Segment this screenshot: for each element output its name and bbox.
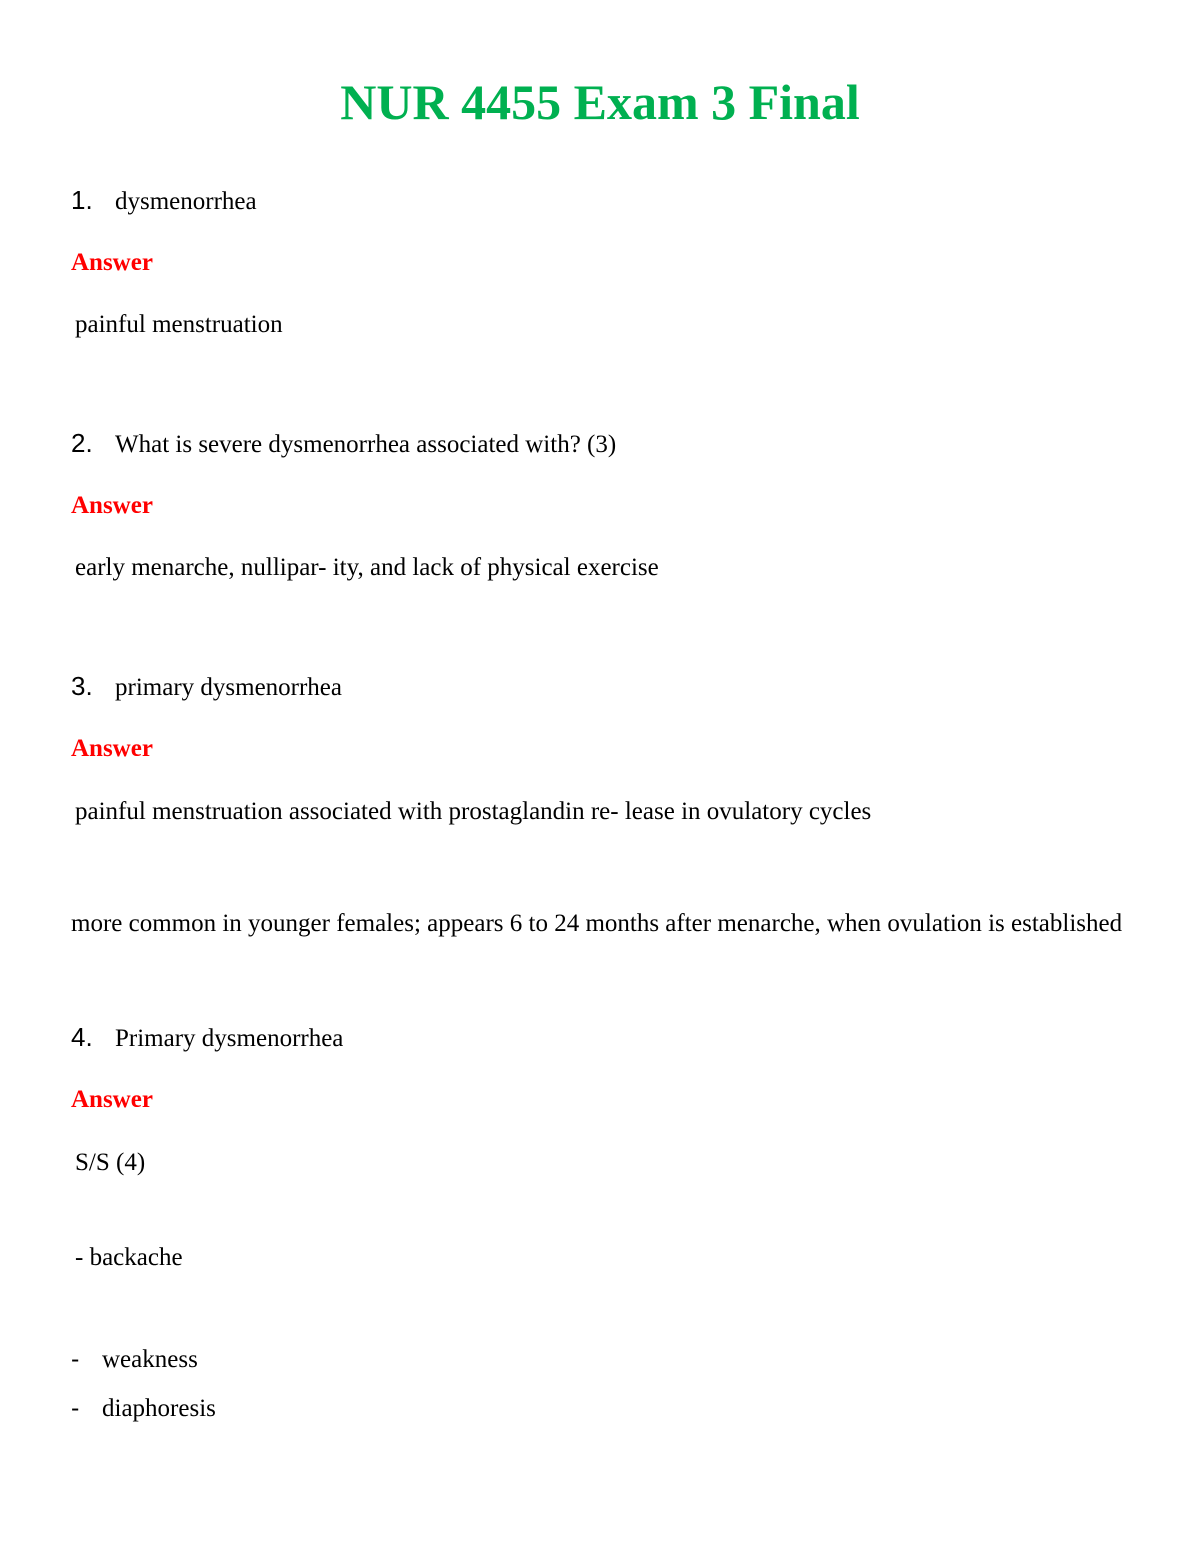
answer-text-1: painful menstruation <box>75 311 283 338</box>
bullet-item <box>71 1343 198 1376</box>
bullet-text: diaphoresis <box>102 1395 216 1422</box>
bullet-item <box>71 1392 216 1425</box>
question-3 <box>71 670 342 704</box>
question-text: What is severe dysmenorrhea associated with? (3) <box>115 431 617 458</box>
answer-text-4: S/S (4) <box>75 1149 146 1176</box>
question-2 <box>71 427 616 461</box>
question-text: primary dysmenorrhea <box>115 674 343 701</box>
bullet-dash: - <box>71 1345 80 1373</box>
answer-label-3: Answer <box>71 735 153 762</box>
answer-label-1: Answer <box>71 249 153 276</box>
bullet-text: weakness <box>102 1346 198 1373</box>
question-number: 1. <box>71 185 93 215</box>
question-number: 4. <box>71 1022 93 1052</box>
question-number: 2. <box>71 428 93 458</box>
question-number: 3. <box>71 671 93 701</box>
question-text: dysmenorrhea <box>115 188 257 215</box>
answer-sub-item: - backache <box>75 1244 183 1271</box>
question-1 <box>71 184 257 218</box>
question-text: Primary dysmenorrhea <box>115 1025 344 1052</box>
answer-text-3: painful menstruation associated with prostaglandin re- lease in ovulatory cycles <box>75 798 872 825</box>
bullet-dash: - <box>71 1394 80 1422</box>
page-title: NUR 4455 Exam 3 Final <box>340 74 860 130</box>
answer-label-4: Answer <box>71 1086 153 1113</box>
question-4 <box>71 1021 343 1055</box>
answer-extra-3: more common in younger females; appears 6 to 24 months after menarche, when ovulation is established <box>71 910 1123 937</box>
answer-label-2: Answer <box>71 492 153 519</box>
answer-text-2: early menarche, nullipar- ity, and lack of physical exercise <box>75 554 659 581</box>
